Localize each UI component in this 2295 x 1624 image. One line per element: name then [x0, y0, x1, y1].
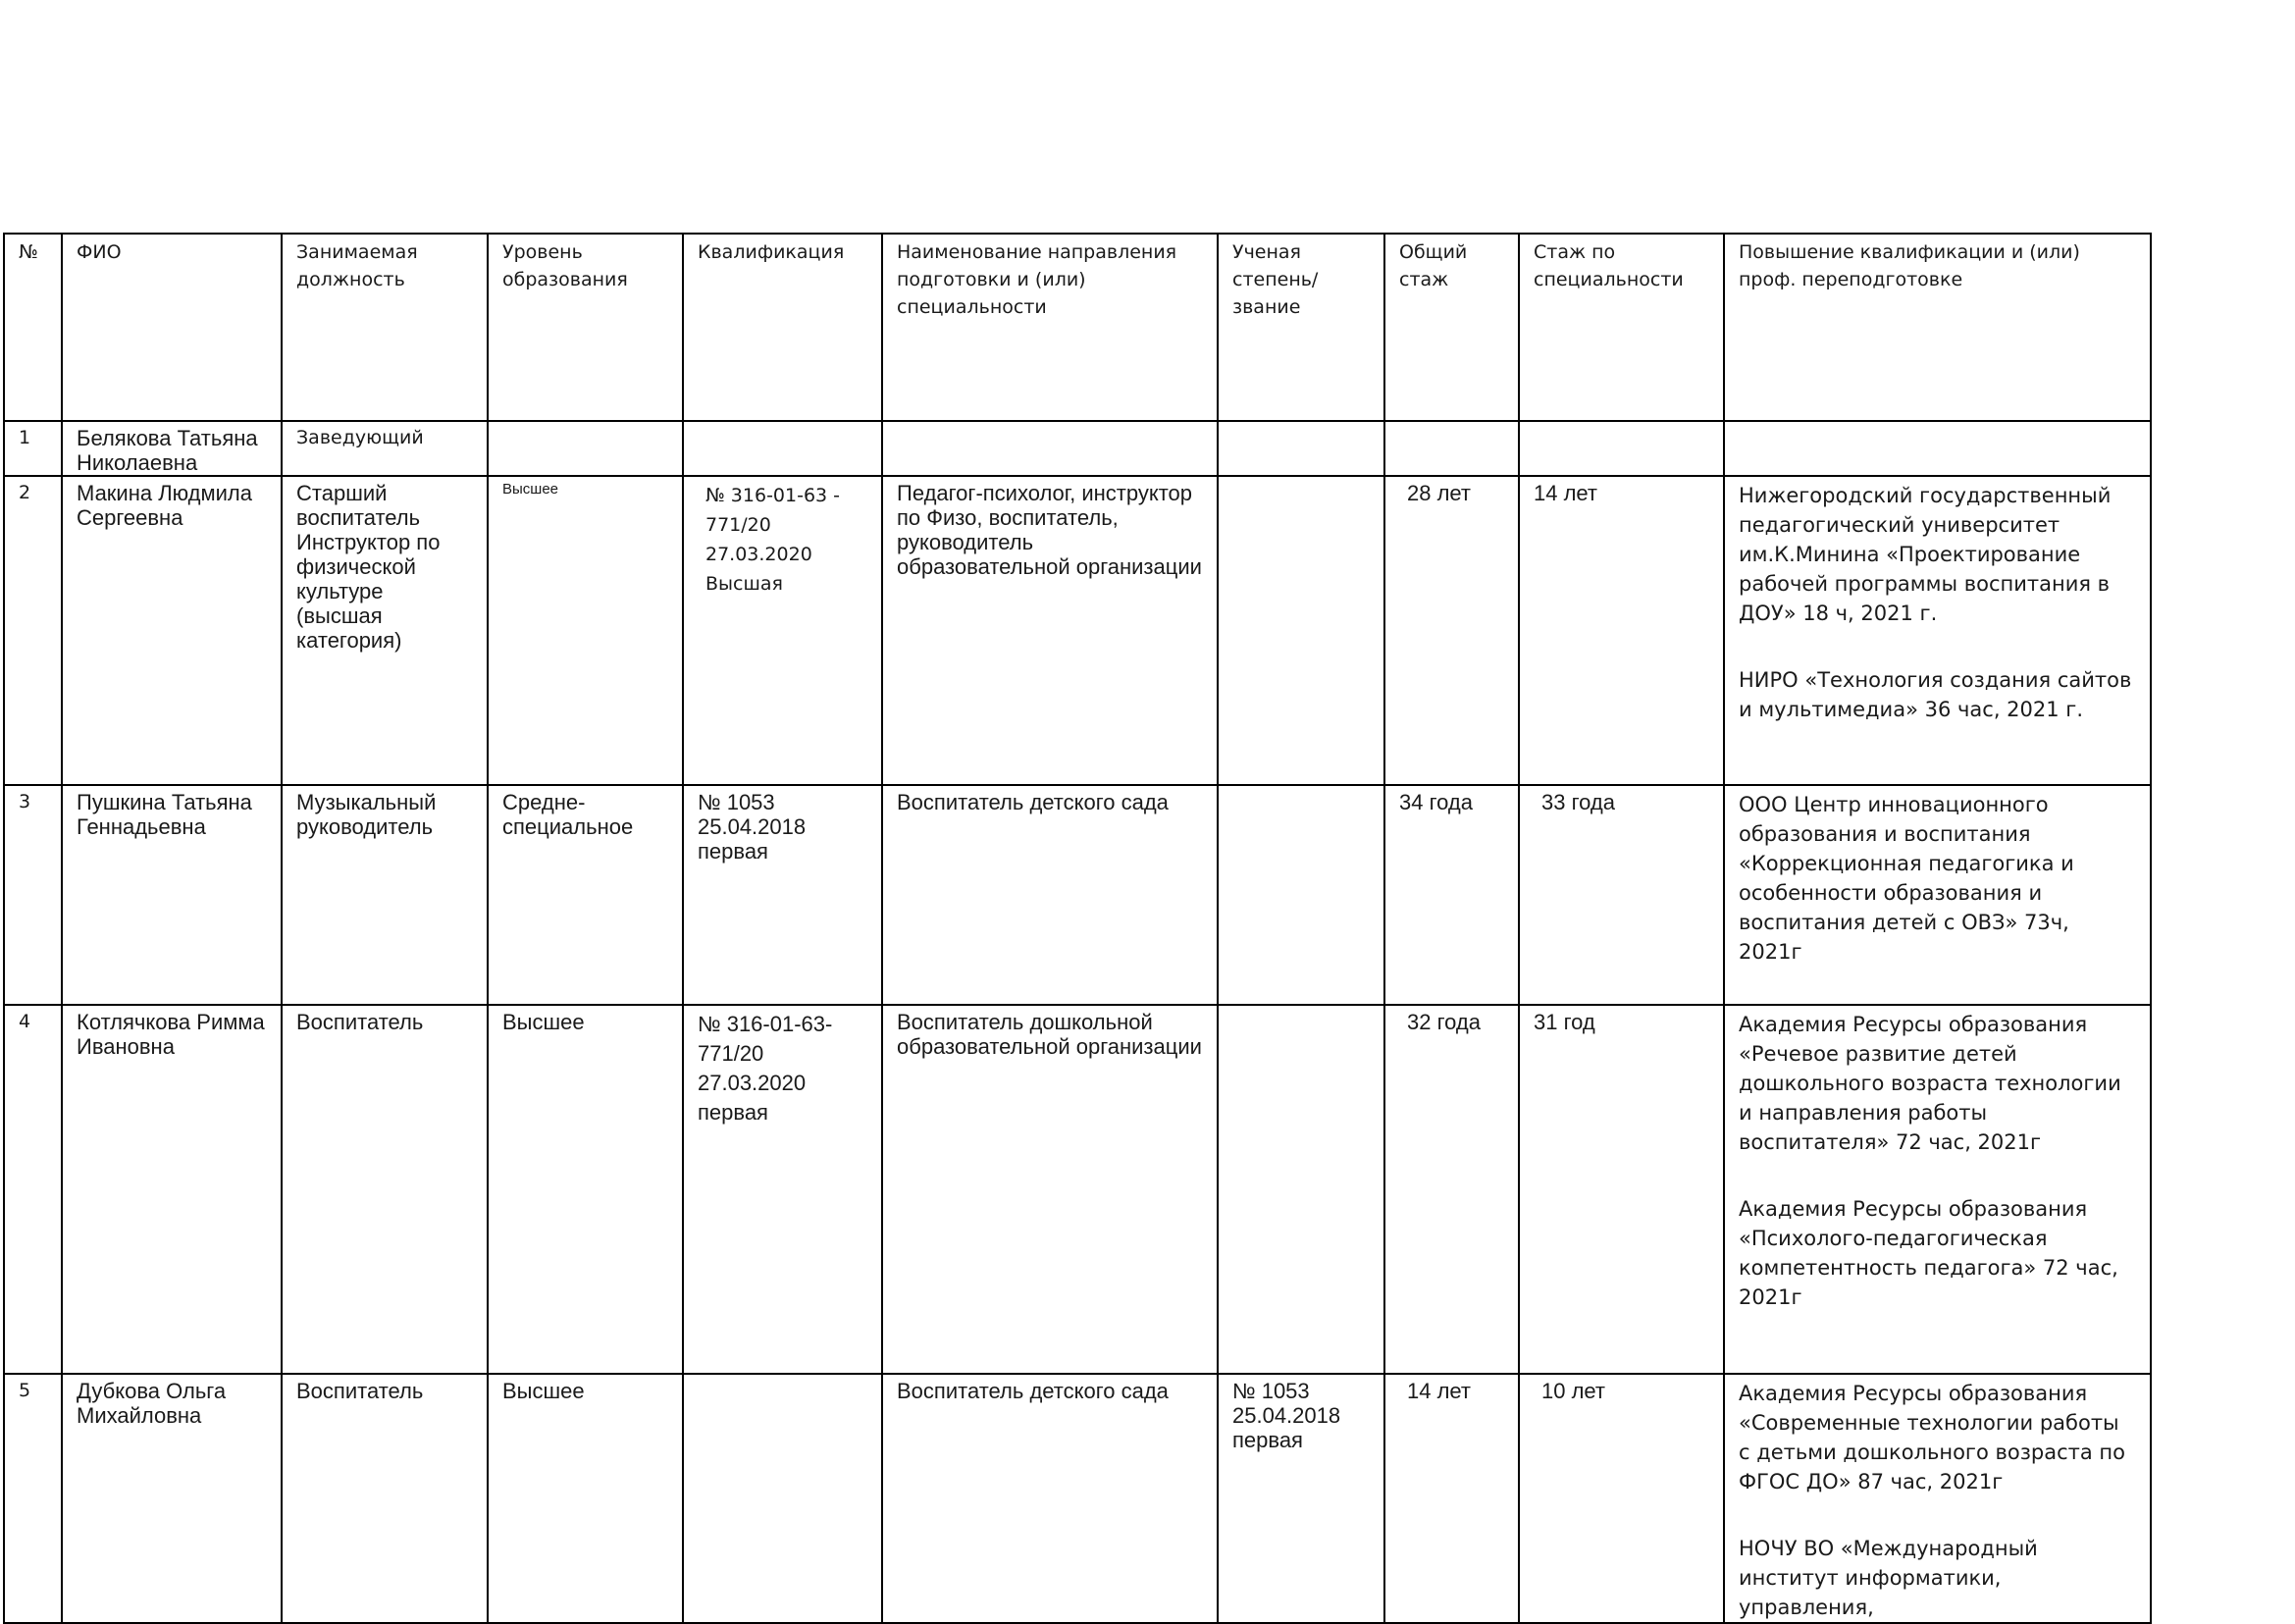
row-training: [1724, 1005, 2151, 1374]
training-entry: Академия Ресурсы образования «Речевое развитие детей дошкольного возраста технологии и направления работы воспитателя» 72 час, 2021г: [1739, 1013, 2121, 1154]
qualification-number: № 1053: [698, 790, 775, 814]
training-entry: Нижегородский государственный педагогический университет им.К.Минина «Проектирование рабочей программы воспитания в ДОУ» 18 ч, 2021 г.: [1739, 484, 2112, 625]
header-training: Повышение квалификации и (или) проф. переподготовке: [1724, 234, 2151, 421]
training-entry: НИРО «Технология создания сайтов и мультимедиа» 36 час, 2021 г.: [1739, 668, 2132, 721]
training-entry: Академия Ресурсы образования «Современные технологии работы с детьми дошкольного возраста по ФГОС ДО» 87 час, 2021г: [1739, 1382, 2125, 1493]
table-row: [4, 785, 2151, 1005]
header-name: ФИО: [62, 234, 282, 421]
header-degree: Ученая степень/ звание: [1218, 234, 1384, 421]
row-education: Высшее: [488, 1005, 683, 1374]
table-row: [4, 1374, 2151, 1623]
row-degree: [1218, 785, 1384, 1005]
row-degree: [1218, 476, 1384, 785]
row-specialty: Воспитатель детского сада: [882, 785, 1218, 1005]
row-spec-exp: 31 год: [1519, 1005, 1724, 1374]
row-num: 4: [4, 1005, 62, 1374]
row-education: Высшее: [488, 476, 683, 785]
row-position: Воспитатель: [282, 1005, 488, 1374]
row-total-exp: [1384, 421, 1519, 476]
row-specialty: Воспитатель детского сада: [882, 1374, 1218, 1623]
row-specialty: Педагог-психолог, инструктор по Физо, воспитатель, руководитель образовательной организации: [882, 476, 1218, 785]
qualification-date: 27.03.2020: [705, 544, 812, 565]
row-spec-exp: 33 года: [1519, 785, 1724, 1005]
table-row: [4, 421, 2151, 476]
header-specialty: Наименование направления подготовки и (или) специальности: [882, 234, 1218, 421]
row-training: [1724, 476, 2151, 785]
row-name: Котлячкова Римма Ивановна: [62, 1005, 282, 1374]
row-degree: [1218, 1374, 1384, 1623]
staff-table: [3, 233, 2152, 1624]
training-entry: НОЧУ ВО «Международный институт информатики, управления,: [1739, 1537, 2038, 1619]
row-position: Старший воспитатель Инструктор по физической культуре (высшая категория): [282, 476, 488, 785]
row-education: [488, 421, 683, 476]
row-total-exp: 34 года: [1384, 785, 1519, 1005]
row-position: Музыкальный руководитель: [282, 785, 488, 1005]
row-qualification: [683, 1374, 882, 1623]
row-training: [1724, 421, 2151, 476]
qualification-category: первая: [698, 839, 768, 864]
qualification-date: 27.03.2020: [698, 1071, 807, 1095]
row-training: [1724, 1374, 2151, 1623]
row-education: Средне-специальное: [488, 785, 683, 1005]
row-training: [1724, 785, 2151, 1005]
row-qualification: [683, 476, 882, 785]
row-degree: [1218, 421, 1384, 476]
row-spec-exp: [1519, 421, 1724, 476]
training-entry: Академия Ресурсы образования «Психолого-педагогическая компетентность педагога» 72 час, 2021г: [1739, 1197, 2118, 1309]
header-position: Занимаемая должность: [282, 234, 488, 421]
qualification-date: 25.04.2018: [698, 814, 807, 839]
training-entry: ООО Центр инновационного образования и воспитания «Коррекционная педагогика и особенности образования и воспитания детей с ОВЗ» 73ч, 2021г: [1739, 793, 2074, 964]
row-specialty: Воспитатель дошкольной образовательной организации: [882, 1005, 1218, 1374]
header-num: №: [4, 234, 62, 421]
row-total-exp: 32 года: [1384, 1005, 1519, 1374]
row-qualification: [683, 1005, 882, 1374]
qualification-number: № 316-01-63 - 771/20: [705, 485, 841, 536]
row-name: Макина Людмила Сергеевна: [62, 476, 282, 785]
header-qualification: Квалификация: [683, 234, 882, 421]
row-position: Заведующий: [282, 421, 488, 476]
row-total-exp: 28 лет: [1384, 476, 1519, 785]
row-total-exp: 14 лет: [1384, 1374, 1519, 1623]
row-spec-exp: 14 лет: [1519, 476, 1724, 785]
row-position: Воспитатель: [282, 1374, 488, 1623]
degree-category: первая: [1232, 1428, 1303, 1452]
row-qualification: [683, 421, 882, 476]
qualification-category: первая: [698, 1100, 768, 1125]
degree-date: 25.04.2018: [1232, 1403, 1341, 1428]
row-degree: [1218, 1005, 1384, 1374]
table-row: [4, 1005, 2151, 1374]
row-name: Белякова Татьяна Николаевна: [62, 421, 282, 476]
degree-number: № 1053: [1232, 1379, 1310, 1403]
table-row: [4, 476, 2151, 785]
row-num: 5: [4, 1374, 62, 1623]
header-education: Уровень образования: [488, 234, 683, 421]
staff-table-sheet: [3, 233, 2150, 1619]
qualification-category: Высшая: [705, 573, 783, 595]
row-specialty: [882, 421, 1218, 476]
row-education: Высшее: [488, 1374, 683, 1623]
row-qualification: [683, 785, 882, 1005]
qualification-number: № 316-01-63-771/20: [698, 1012, 833, 1066]
row-num: 2: [4, 476, 62, 785]
row-num: 1: [4, 421, 62, 476]
header-row: [4, 234, 2151, 421]
header-total-exp: Общий стаж: [1384, 234, 1519, 421]
row-num: 3: [4, 785, 62, 1005]
row-name: Пушкина Татьяна Геннадьевна: [62, 785, 282, 1005]
row-spec-exp: 10 лет: [1519, 1374, 1724, 1623]
row-name: Дубкова Ольга Михайловна: [62, 1374, 282, 1623]
header-spec-exp: Стаж по специальности: [1519, 234, 1724, 421]
